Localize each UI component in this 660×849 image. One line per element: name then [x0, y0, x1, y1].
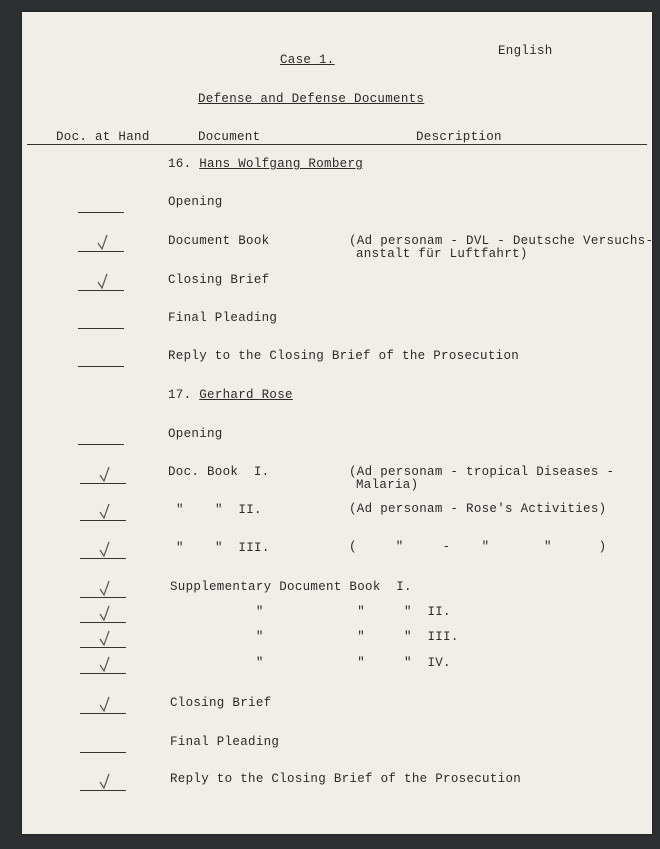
section-16-number: 16. — [168, 157, 192, 171]
checkmark-icon — [98, 466, 112, 482]
row-document: " " " IV. — [170, 656, 451, 670]
checkmark-icon — [98, 580, 112, 596]
checkmark-icon — [98, 773, 112, 789]
row-document: Document Book — [168, 234, 270, 248]
row-document: Final Pleading — [170, 735, 280, 749]
row-document: Closing Brief — [170, 696, 272, 710]
checkmark-icon — [96, 273, 110, 289]
row-document: Supplementary Document Book I. — [170, 580, 412, 594]
row-document: Closing Brief — [168, 273, 270, 287]
row-checkbox — [80, 695, 126, 714]
checkmark-icon — [96, 234, 110, 250]
row-document: " " " III. — [170, 630, 459, 644]
checkmark-icon — [98, 503, 112, 519]
row-checkbox — [80, 465, 126, 484]
row-checkbox — [78, 348, 124, 367]
section-subtitle: Defense and Defense Documents — [198, 92, 425, 106]
checkmark-icon — [98, 630, 112, 646]
header-rule — [27, 144, 647, 145]
section-17-heading — [168, 388, 293, 402]
row-checkbox — [80, 579, 126, 598]
row-checkbox — [78, 310, 124, 329]
row-document: " " II. — [176, 503, 262, 517]
row-checkbox — [80, 772, 126, 791]
checkmark-icon — [98, 696, 112, 712]
section-17-name: Gerhard Rose — [199, 388, 293, 402]
column-header-description: Description — [416, 130, 502, 144]
language-label: English — [498, 44, 553, 58]
row-checkbox — [78, 194, 124, 213]
row-document: " " III. — [176, 541, 270, 555]
section-16-heading — [168, 157, 363, 171]
row-document: Reply to the Closing Brief of the Prosecution — [168, 349, 520, 363]
row-description-cont: Malaria) — [356, 478, 419, 492]
row-checkbox — [80, 604, 126, 623]
row-checkbox — [80, 540, 126, 559]
row-document: Doc. Book I. — [168, 465, 270, 479]
checkmark-icon — [98, 605, 112, 621]
row-checkbox — [78, 272, 124, 291]
row-document: Final Pleading — [168, 311, 278, 325]
row-document: Reply to the Closing Brief of the Prosecution — [170, 772, 522, 786]
row-checkbox — [78, 426, 124, 445]
row-document: Opening — [168, 195, 223, 209]
row-checkbox — [80, 502, 126, 521]
column-header-doc-at-hand: Doc. at Hand — [56, 130, 150, 144]
section-16-name: Hans Wolfgang Romberg — [199, 157, 364, 171]
document-page — [22, 12, 652, 834]
checkmark-icon — [98, 541, 112, 557]
row-checkbox — [80, 655, 126, 674]
row-document: Opening — [168, 427, 223, 441]
row-description: (Ad personam - DVL - Deutsche Versuchs- — [349, 234, 654, 248]
section-17-number: 17. — [168, 388, 192, 402]
row-checkbox — [80, 629, 126, 648]
row-description: (Ad personam - Rose's Activities) — [349, 502, 607, 516]
row-checkbox — [78, 233, 124, 252]
row-checkbox — [80, 734, 126, 753]
column-header-document: Document — [198, 130, 261, 144]
row-description: ( " - " " ) — [349, 540, 607, 554]
case-title: Case 1. — [280, 53, 335, 67]
row-document: " " " II. — [170, 605, 451, 619]
row-description: (Ad personam - tropical Diseases - — [349, 465, 615, 479]
row-description-cont: anstalt für Luftfahrt) — [356, 247, 528, 261]
checkmark-icon — [98, 656, 112, 672]
